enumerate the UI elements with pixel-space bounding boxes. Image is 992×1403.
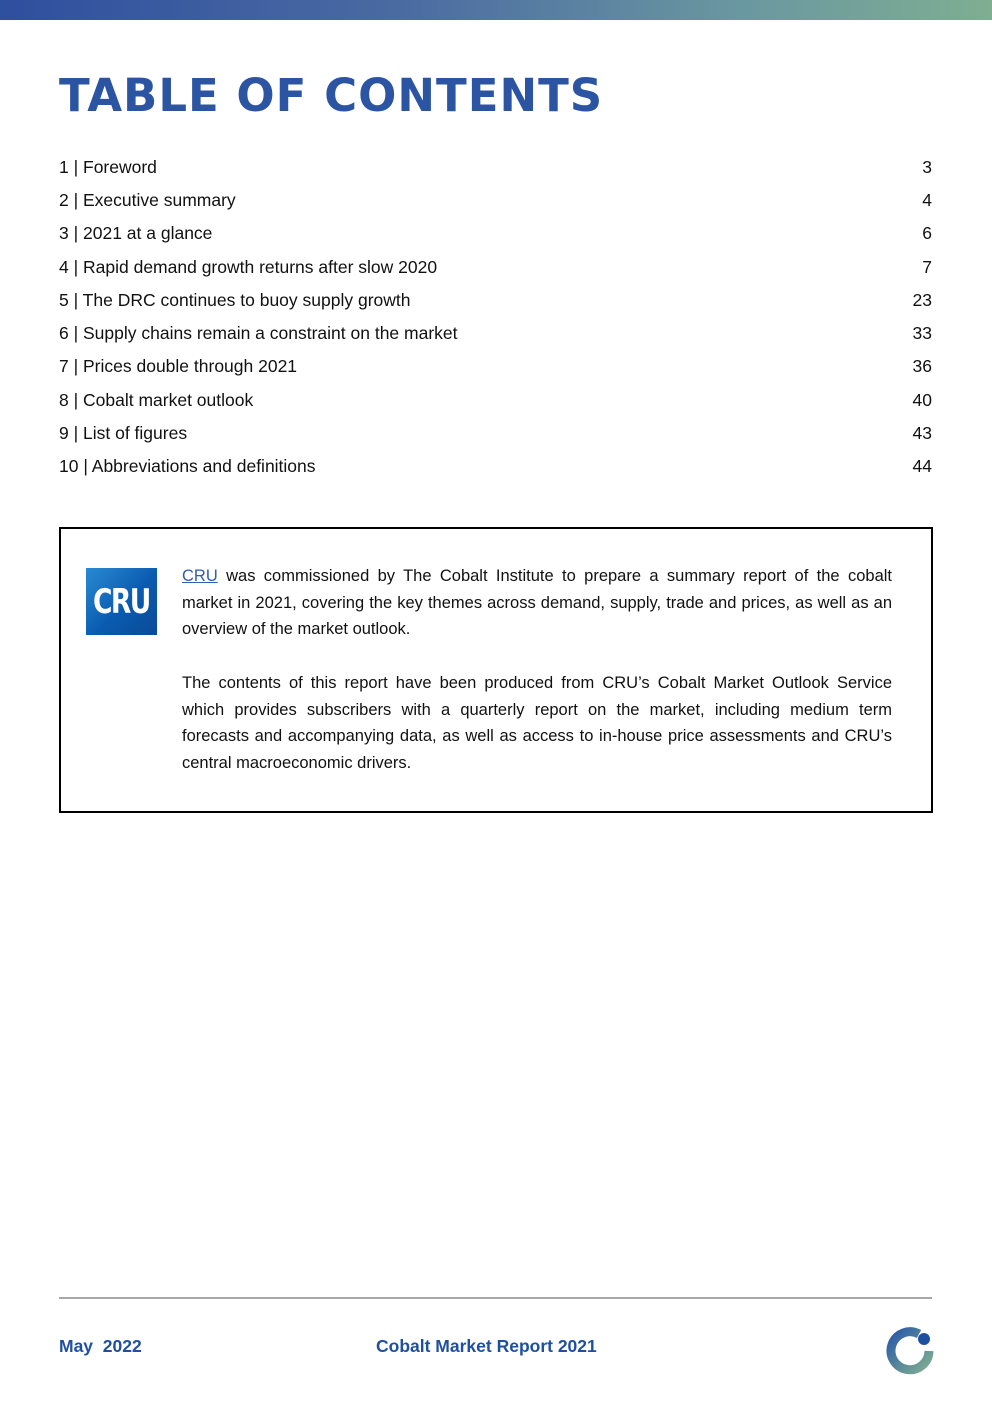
footer-report-title: Cobalt Market Report 2021 [376, 1336, 597, 1356]
toc-entry-label: 6 | Supply chains remain a constraint on the market [59, 323, 458, 344]
footer-date: May 2022 [59, 1336, 142, 1356]
toc-entry-label: 3 | 2021 at a glance [59, 223, 213, 244]
toc-entry-label: 5 | The DRC continues to buoy supply growth [59, 289, 411, 310]
toc-entry-executive-summary[interactable] [59, 183, 932, 216]
toc-entry-label: 9 | List of figures [59, 423, 188, 444]
toc-entry-supply-chains[interactable] [59, 316, 932, 349]
toc-entry-prices[interactable] [59, 350, 932, 383]
info-paragraph-2: The contents of this report have been produced from CRU’s Cobalt Market Outlook Service which provides subscribers with a quarterly report on the market, including medium term forecasts and accompanying data, as well as access to in-house price assessments and CRU’s central macroeconomic drivers. [182, 673, 892, 772]
cobalt-institute-logo-icon [884, 1325, 936, 1377]
page-title: TABLE OF CONTENTS [59, 69, 604, 122]
toc-entry-page: 3 [922, 156, 932, 177]
toc-entry-page: 23 [912, 289, 932, 310]
toc-entry-drc-supply[interactable] [59, 283, 932, 316]
info-paragraph-1 [182, 563, 892, 643]
top-gradient-bar [0, 0, 992, 20]
toc-entry-demand-growth[interactable] [59, 250, 932, 283]
info-text [182, 563, 892, 803]
toc-entry-page: 7 [922, 256, 932, 277]
toc-entry-page: 6 [922, 223, 932, 244]
toc-entry-page: 40 [912, 389, 932, 410]
cru-info-box [59, 527, 933, 813]
toc-entry-label: 4 | Rapid demand growth returns after slow 2020 [59, 256, 438, 277]
footer-divider [59, 1297, 932, 1299]
toc-entry-2021-at-a-glance[interactable] [59, 217, 932, 250]
toc-entry-page: 44 [912, 456, 932, 477]
table-of-contents [59, 150, 932, 483]
toc-entry-page: 43 [912, 423, 932, 444]
toc-entry-foreword[interactable] [59, 150, 932, 183]
toc-entry-label: 8 | Cobalt market outlook [59, 389, 254, 410]
cru-link[interactable]: CRU [182, 567, 218, 585]
toc-entry-page: 33 [912, 323, 932, 344]
toc-entry-list-of-figures[interactable] [59, 416, 932, 449]
toc-entry-label: 1 | Foreword [59, 156, 157, 177]
toc-entry-page: 4 [922, 189, 932, 210]
cru-logo [86, 568, 157, 635]
cru-logo-text: CRU [93, 581, 150, 622]
toc-entry-page: 36 [912, 356, 932, 377]
toc-entry-label: 10 | Abbreviations and definitions [59, 456, 316, 477]
toc-entry-market-outlook[interactable] [59, 383, 932, 416]
toc-entry-label: 2 | Executive summary [59, 189, 236, 210]
info-paragraph-1-text: was commissioned by The Cobalt Institute to prepare a summary report of the cobalt market in 2021, covering the key themes across demand, supply, trade and prices, as well as an overview of the market outlook. [182, 567, 892, 639]
toc-entry-label: 7 | Prices double through 2021 [59, 356, 298, 377]
toc-entry-abbreviations[interactable] [59, 450, 932, 483]
